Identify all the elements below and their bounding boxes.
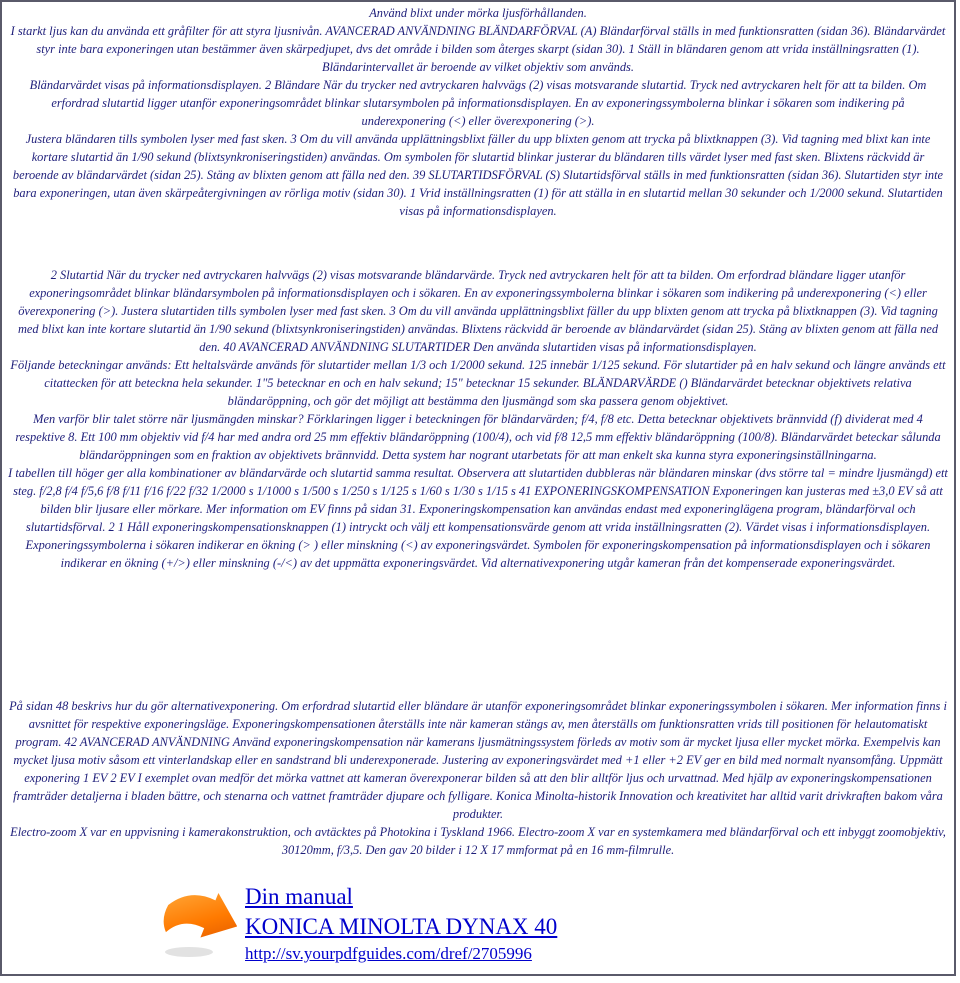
paragraph: Följande beteckningar används: Ett heltalsvärde används för slutartider mellan 1/3 och 1/2000 sekund. 125 innebär 1/125 sekund. För slutartider på en halv sekund och längre används ett citattecken för att beteckna hela sekunder. 1"5 betecknar en och en halv sekund; 15" betecknar 15 sekunder. BLÄNDARVÄRDE () Bländarvärdet betecknar objektivets relativa bländaröppning, och gör det möjligt att bestämma den ljusmängd som ska passera genom objektivet.	[10, 358, 946, 408]
paragraph: Exponeringssymbolerna i sökaren indikerar en ökning (> ) eller minskning (<) av exponeringsvärdet. Symbolen för exponeringskompensation på informationsdisplayen och i sökaren indikerar en ökning (+/>) eller minskning (-/<) av det uppmätta exponeringsvärdet. Vid alternativexponering utgår kameran från det kompenserade exponeringsvärdet.	[25, 538, 931, 570]
paragraph: Justera bländaren tills symbolen lyser med fast sken. 3 Om du vill använda upplättningsblixt fäller du upp blixten genom att trycka på blixtknappen (3). Vid tagning med blixt kan inte kortare slutartid än 1/90 sekund (blixtsynkroniseringstiden) användas. Om symbolen för slutartid blinkar justerar du bländaren tills värdet lyser med fast sken. Blixtens räckvidd är beroende av bländarvärdet (sidan 25). Stäng av blixten genom att fälla ned den. 39 SLUTARTIDSFÖRVAL (S) Slutartidsförval ställs in med funktionsratten (sidan 36). Slutartiden styr inte bara exponeringen, utan även skärpeåtergivningen av rörliga motiv (sidan 30). 1 Vrid inställningsratten (1) för att ställa in en slutartid mellan 30 sekunder och 1/2000 sekund. Slutartiden visas på informationsdisplayen.	[12, 132, 944, 218]
paragraph: Bländarvärdet visas på informationsdisplayen. 2 Bländare När du trycker ned avtryckaren halvvägs (2) visas motsvarande slutartid. Tryck ned avtryckaren helt för att ta bilden. Om erfordrad slutartid ligger utanför exponeringsområdet blinkar slutarsymbolen på informationsdisplayen. En av exponeringssymbolerna blinkar i sökaren som indikering på underexponering (<) eller överexponering (>).	[29, 78, 927, 128]
paragraph: Electro-zoom X var en uppvisning i kamerakonstruktion, och avtäcktes på Photokina i Tyskland 1966. Electro-zoom X var en systemkamera med bländarförval och ett inbyggt zoomobjektiv, 30120mm, f/3,5. Den gav 20 bilder i 12 X 17 mmformat på en 16 mm-filmrulle.	[10, 825, 946, 857]
product-link[interactable]: KONICA MINOLTA DYNAX 40	[245, 914, 558, 939]
url-link[interactable]: http://sv.yourpdfguides.com/dref/2705996	[245, 944, 532, 963]
paragraph: Använd blixt under mörka ljusförhållanden.	[369, 6, 587, 20]
text-block-middle	[2, 266, 954, 572]
footer-links	[245, 882, 745, 966]
orange-arrow-icon	[159, 888, 237, 962]
paragraph: 2 Slutartid När du trycker ned avtryckaren halvvägs (2) visas motsvarande bländarvärde. Tryck ned avtryckaren helt för att ta bilden. Om erfordrad bländare ligger utanför exponeringsområdet blinkar bländarsymbolen på informationsdisplayen och i sökaren. En av exponeringssymbolerna blinkar i sökaren som indikering på underexponering (<) eller överexponering (>). Justera slutartiden tills symbolen lyser med fast sken. 3 Om du vill använda upplättningsblixt fäller du upp blixten genom att trycka på blixtknappen (3). Vid tagning med blixt kan inte kortare slutartid än 1/90 sekund (blixtsynkroniseringstiden) användas. Blixtens räckvidd är beroende av bländarvärdet (sidan 25). Stäng av blixten genom att fälla ned den. 40 AVANCERAD ANVÄNDNING SLUTARTIDER Den använda slutartiden visas på informationsdisplayen.	[17, 268, 939, 354]
paragraph: På sidan 48 beskrivs hur du gör alternativexponering. Om erfordrad slutartid eller bländare är utanför exponeringsområdet blinkar exponeringssymbolen i sökaren. Mer information finns i avsnittet för respektive exponeringsläge. Exponeringskompensationen återställs inte när kameran stängs av, men återställs om funktionsratten vrids till positionen för helautomatiskt program. 42 AVANCERAD ANVÄNDNING Använd exponeringskompensation när kamerans ljusmätningssystem förleds av motiv som är mycket ljusa eller mycket mörka. Exempelvis kan mycket ljusa motiv såsom ett vinterlandskap eller en sandstrand bli underexponerade. Justering av exponeringsvärdet med +1 eller +2 EV ger en bild med normalt nyansomfång. Uppmätt exponering 1 EV 2 EV I exemplet ovan medför det mörka vattnet att kameran överexponerar bilden så att den blir alltför ljus och urvattnad. Med hjälp av exponeringskompensationen framträder detaljerna i bladen bättre, och stenarna och vattnet framträder djupare och fylligare. Konica Minolta-historik Innovation och kreativitet har alltid varit drivkraften bakom våra produkter.	[9, 699, 947, 821]
paragraph: I starkt ljus kan du använda ett gråfilter för att styra ljusnivån. AVANCERAD ANVÄNDNING BLÄNDARFÖRVAL (A) Bländarförval ställs in med funktionsratten (sidan 36). Bländarvärdet styr inte bara exponeringen utan bestämmer även skärpedjupet, dvs det område i bilden som återges skarpt (sidan 30). 1 Ställ in bländaren genom att vrida inställningsratten (1). Bländarintervallet är beroende av vilket objektiv som används.	[10, 24, 946, 74]
paragraph: Men varför blir talet större när ljusmängden minskar? Förklaringen ligger i beteckningen för bländarvärden; f/4, f/8 etc. Detta betecknar objektivets brännvidd (f) dividerat med 4 respektive 8. Ett 100 mm objektiv vid f/4 har med andra ord 25 mm effektiv bländaröppning (100/4), och vid f/8 12,5 mm effektiv bländaröppning (100/8). Bländarvärdet beteckar sålunda bländaröppningen som en fraktion av objektivets brännvidd. Detta system har nogrant utarbetats för att man enkelt ska kunna styra exponeringsinställningarna.	[15, 412, 941, 462]
text-block-bottom	[2, 697, 954, 859]
text-block-top	[2, 4, 954, 220]
paragraph: I tabellen till höger ger alla kombinationer av bländarvärde och slutartid samma resultat. Observera att slutartiden dubbleras när bländaren minskar (dvs större tal = mindre ljusmängd) ett steg. f/2,8 f/4 f/5,6 f/8 f/11 f/16 f/22 f/32 1/2000 s 1/1000 s 1/500 s 1/250 s 1/125 s 1/60 s 1/30 s 1/15 s 41 EXPONERINGSKOMPENSATION Exponeringen kan justeras med ±3,0 EV så att bilden blir ljusare eller mörkare. Mer information om EV finns på sidan 31. Exponeringskompensation kan användas endast med exponeringlägena program, bländarförval och slutartidsförval. 2 1 Håll exponeringskompensationsknappen (1) intryckt och välj ett kompensationsvärde genom att vrida inställningsratten (2). Värdet visas i informationsdisplayen.	[8, 466, 948, 534]
manual-link[interactable]: Din manual	[245, 884, 353, 909]
